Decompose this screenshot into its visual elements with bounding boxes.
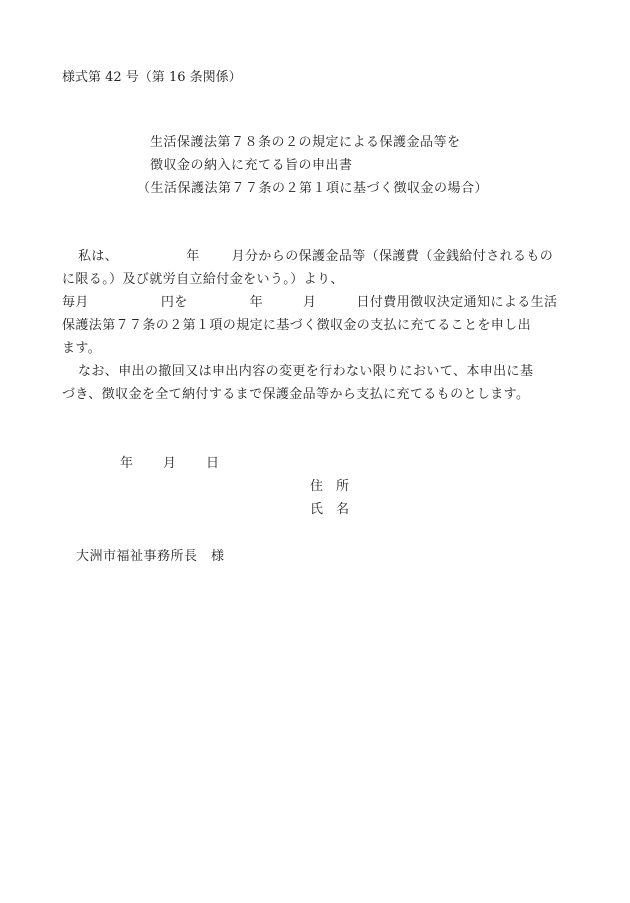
body-l3-a: 毎月 xyxy=(62,295,89,310)
title-line-1: 生活保護法第７８条の２の規定による保護金品等を xyxy=(150,135,461,150)
body-line-4: 保護法第７７条の２第１項の規定に基づく徴収金の支払に充てることを申し出 xyxy=(62,318,532,333)
date-line xyxy=(120,452,219,471)
body-line-6 xyxy=(62,360,533,379)
address-label: 住 所 xyxy=(310,479,350,494)
body-line-1 xyxy=(62,245,553,264)
body-line-7: づき、徴収金を全て納付するまで保護金品等から支払に充てるものとします。 xyxy=(62,387,530,402)
body-l3-month: 月 xyxy=(303,295,317,310)
body-l3-year: 年 xyxy=(249,295,264,310)
body-l1-year: 年 xyxy=(186,249,200,264)
title-line-2: 徴収金の納入に充てる旨の申出書 xyxy=(150,158,353,173)
date-year: 年 xyxy=(120,456,134,471)
date-month: 月 xyxy=(163,456,177,471)
body-l3-e: 日付費用徴収決定通知による生活 xyxy=(356,295,558,310)
body-l6-text: なお、申出の撤回又は申出内容の変更を行わない限りにおいて、本申出に基 xyxy=(78,364,534,379)
addressee: 大洲市福祉事務所長 様 xyxy=(76,549,225,564)
body-line-5: ます。 xyxy=(62,341,102,356)
date-day: 日 xyxy=(206,456,220,471)
body-l3-b: 円を xyxy=(160,295,188,310)
name-label: 氏 名 xyxy=(310,502,350,517)
body-l1-c: 月分からの保護金品等（保護費（金銭給付されるもの xyxy=(231,249,554,264)
title-line-3: （生活保護法第７７条の２第１項に基づく徴収金の場合） xyxy=(137,181,489,196)
form-number: 様式第 42 号（第 16 条関係） xyxy=(62,70,242,85)
body-line-2: に限る。）及び就労自立給付金をいう。）より、 xyxy=(62,272,344,287)
body-l1-a: 私は、 xyxy=(78,249,119,264)
body-line-3 xyxy=(62,291,557,310)
